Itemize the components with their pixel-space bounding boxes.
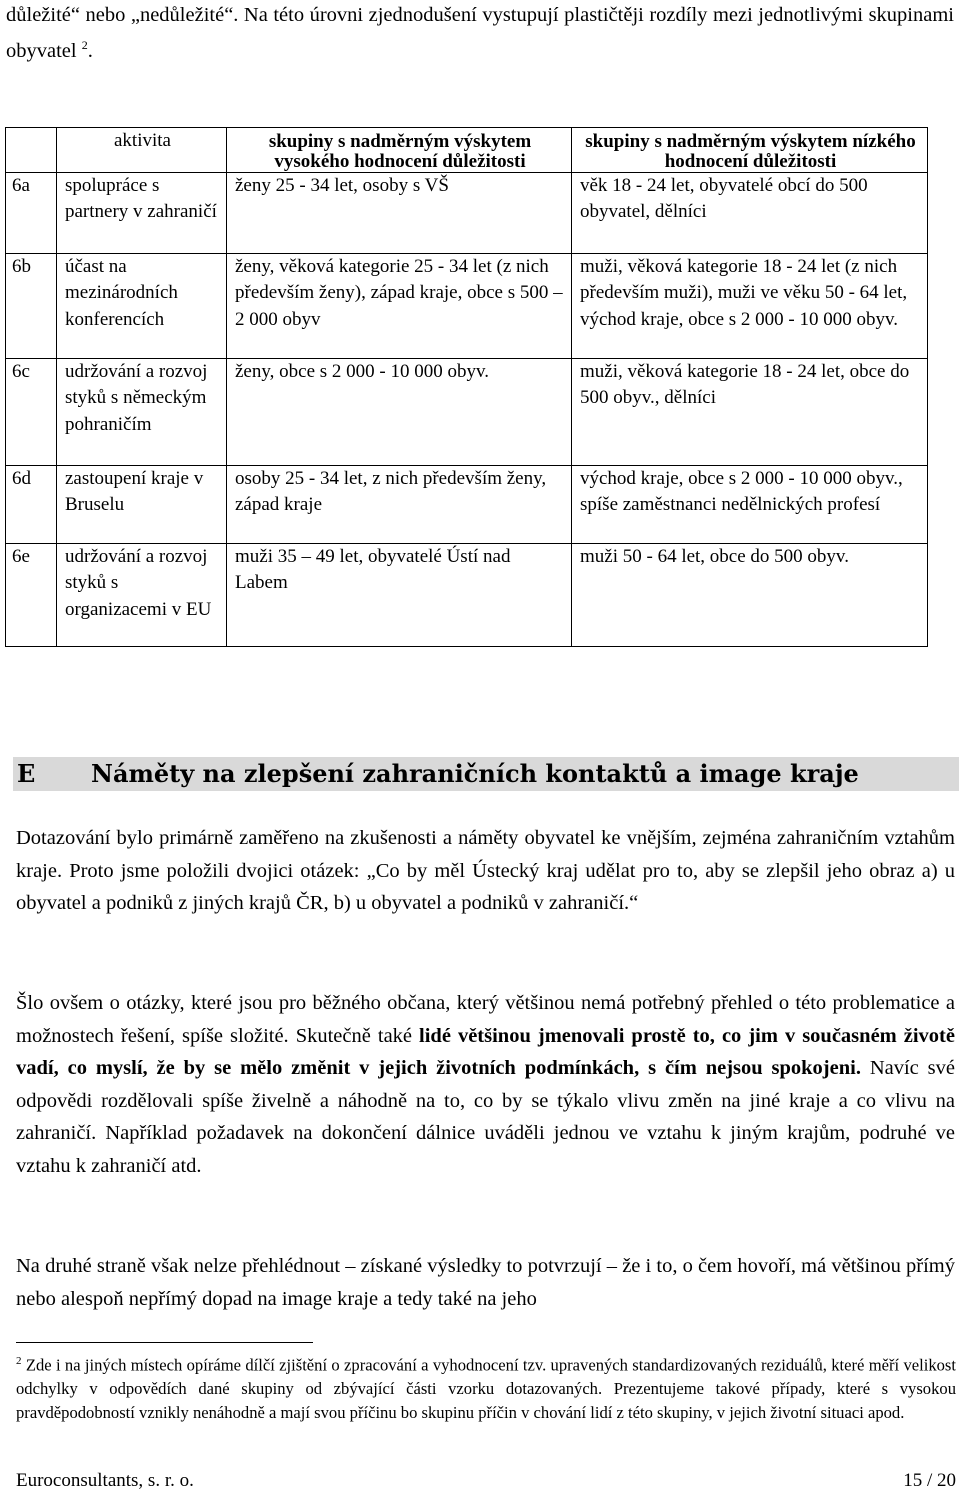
header-code: [6, 128, 57, 173]
footnote: [16, 1350, 956, 1424]
paragraph-2-end: Navíc své odpovědi rozdělovali spíše živelně a náhodně na to, co by se týkalo vlivu změn na jiné kraje a co vlivu na zahraničí. Například požadavek na dokončení dálnice uváděli jednou ve vztahu k jiným krajům, podruhé ve vztahu k zahraničí atd.: [16, 1057, 955, 1177]
section-title: Náměty na zlepšení zahraničních kontaktů a image kraje: [91, 759, 859, 788]
row-code: 6a: [6, 173, 57, 254]
row-code: 6d: [6, 466, 57, 544]
footnote-text: Zde i na jiných místech opíráme dílčí zjištění o zpracování a vyhodnocení tzv. upravených standardizovaných reziduálů, které měří velikost odchylky v odpovědích dané skupiny od zbývající části vzorku dotazovaných. Prezentujeme takové případy, které s vysokou pravděpodobností vznikly nenáhodně a mají svou příčinu bo skupinu příčin v chování lidí z této skupiny, v jejich životní situaci apod.: [16, 1355, 956, 1422]
table-row: [6, 544, 928, 647]
row-activity: spolupráce s partnery v zahraničí: [57, 173, 227, 254]
row-low-groups: muži, věková kategorie 18 - 24 let, obce do 500 obyv., dělníci: [572, 359, 928, 466]
footer-company: Euroconsultants, s. r. o.: [16, 1470, 194, 1491]
paragraph-2-start: Šlo ovšem o otázky, které jsou pro běžného občana, který většinou nemá potřebný přehled o této problematice a možnostech řešení, spíše složité. Skutečně také: [16, 992, 955, 1047]
section-letter: E: [17, 759, 36, 788]
importance-groups-table: [5, 127, 928, 647]
row-activity: účast na mezinárodních konferencích: [57, 254, 227, 359]
row-low-groups: muži, věková kategorie 18 - 24 let (z nich především muži), muži ve věku 50 - 64 let, východ kraje, obce s 2 000 - 10 000 obyv.: [572, 254, 928, 359]
row-low-groups: věk 18 - 24 let, obyvatelé obcí do 500 obyvatel, dělníci: [572, 173, 928, 254]
header-high-importance: skupiny s nadměrným výskytem vysokého hodnocení důležitosti: [227, 128, 572, 173]
intro-text: důležité“ nebo „nedůležité“. Na této úrovni zjednodušení vystupují plastičtěji rozdíly mezi jednotlivými skupinami obyvatel: [6, 4, 954, 62]
table-row: [6, 466, 928, 544]
row-activity: zastoupení kraje v Bruselu: [57, 466, 227, 544]
row-activity: udržování a rozvoj styků s organizacemi v EU: [57, 544, 227, 647]
row-code: 6c: [6, 359, 57, 466]
row-low-groups: východ kraje, obce s 2 000 - 10 000 obyv., spíše zaměstnanci nedělnických profesí: [572, 466, 928, 544]
row-activity: udržování a rozvoj styků s německým pohraničím: [57, 359, 227, 466]
footer-page-number: 15 / 20: [903, 1470, 956, 1491]
header-activity: aktivita: [57, 128, 227, 173]
table-row: [6, 173, 928, 254]
paragraph-2-bold: lidé většinou jmenovali prostě to, co jim v současném životě vadí, co myslí, že by se mělo změnit v jejich životních podmínkách, s čím nejsou spokojeni.: [16, 1024, 955, 1079]
paragraph-3: Na druhé straně však nelze přehlédnout – získané výsledky to potvrzují – že i to, o čem hovoří, má většinou přímý nebo alespoň nepřímý dopad na image kraje a tedy také na jeho: [16, 1255, 955, 1310]
footnote-number: 2: [16, 1355, 22, 1367]
row-high-groups: ženy 25 - 34 let, osoby s VŠ: [227, 173, 572, 254]
row-high-groups: ženy, věková kategorie 25 - 34 let (z nich především ženy), západ kraje, obce s 500 – 2 000 obyv: [227, 254, 572, 359]
table-row: [6, 254, 928, 359]
row-code: 6e: [6, 544, 57, 647]
table-row: [6, 359, 928, 466]
row-code: 6b: [6, 254, 57, 359]
intro-tail: .: [87, 39, 93, 62]
header-low-importance: skupiny s nadměrným výskytem nízkého hodnocení důležitosti: [572, 128, 928, 173]
paragraph-1: Dotazování bylo primárně zaměřeno na zkušenosti a náměty obyvatel ke vnějším, zejména zahraničním vztahům kraje. Proto jsme položili dvojici otázek: „Co by měl Ústecký kraj udělat pro to, aby se zlepšil jeho obraz a) u obyvatel a podniků z jiných krajů ČR, b) u obyvatel a podniků v zahraničí.“: [16, 827, 955, 914]
footnote-separator: [16, 1342, 313, 1343]
row-high-groups: ženy, obce s 2 000 - 10 000 obyv.: [227, 359, 572, 466]
footnote-reference: 2: [81, 38, 88, 52]
row-high-groups: muži 35 – 49 let, obyvatelé Ústí nad Labem: [227, 544, 572, 647]
row-high-groups: osoby 25 - 34 let, z nich především ženy, západ kraje: [227, 466, 572, 544]
row-low-groups: muži 50 - 64 let, obce do 500 obyv.: [572, 544, 928, 647]
page-footer: [16, 1469, 956, 1493]
intro-paragraph: [6, 0, 954, 66]
section-heading: [13, 757, 959, 791]
paragraph-2: [16, 987, 955, 1182]
table-header-row: [6, 128, 928, 173]
